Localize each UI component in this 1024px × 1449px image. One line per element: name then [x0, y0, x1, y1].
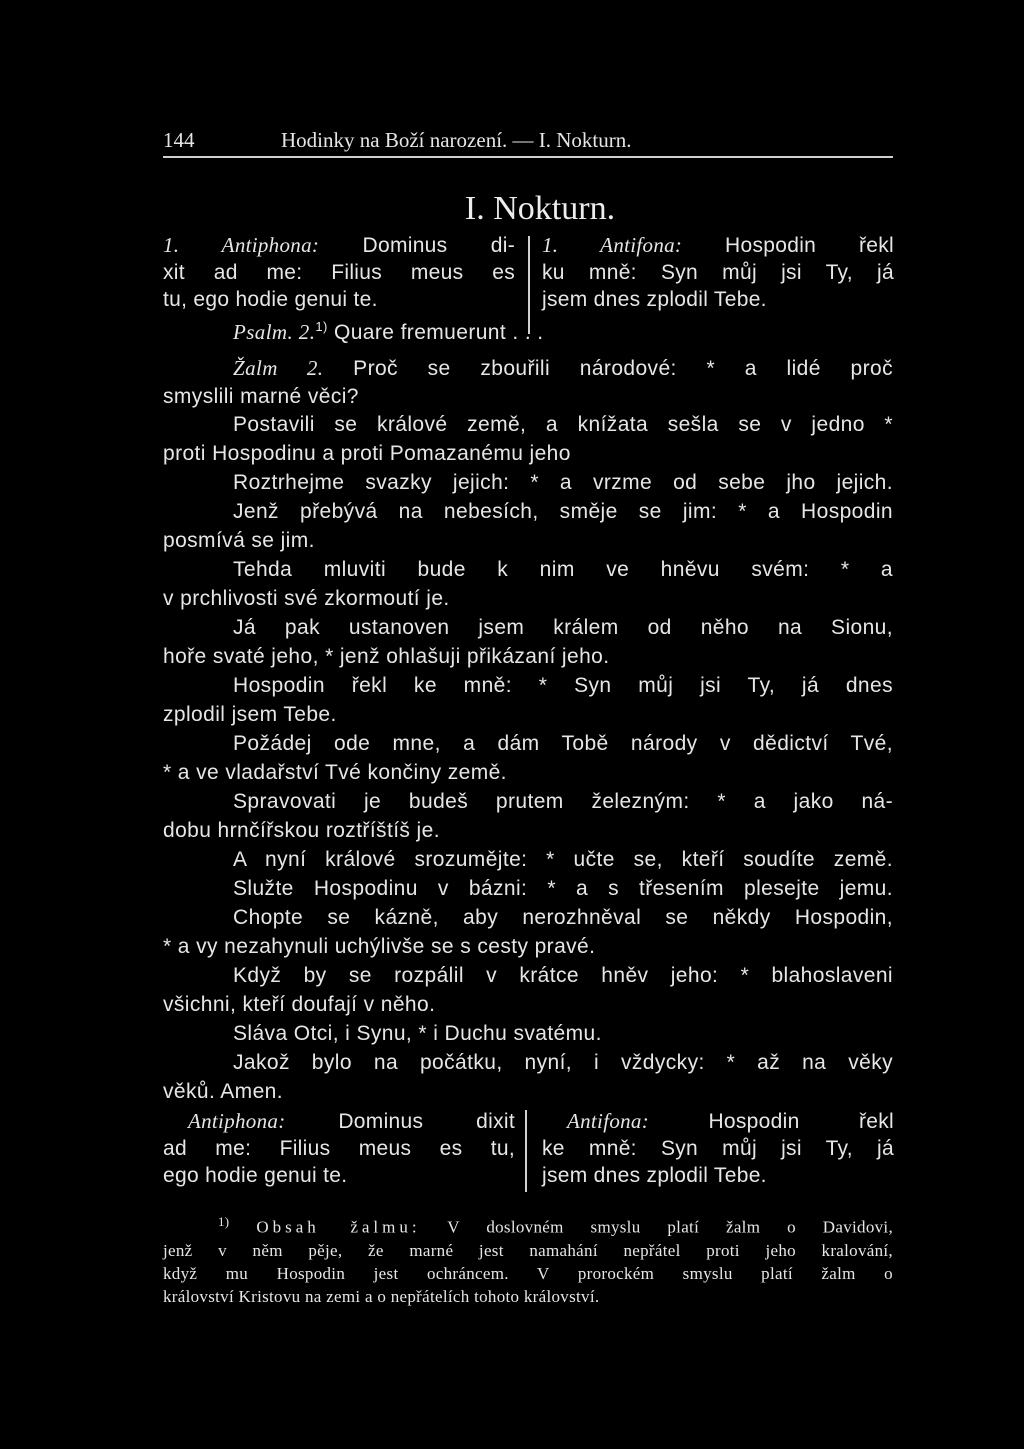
psalm-latin-heading: [178, 313, 893, 346]
footnote-line: království Kristovu na zemi a o nepřátelích tohoto království.: [163, 1286, 600, 1306]
verse-line: Jenž přebývá na nebesích, směje se jim: * a Hospodin: [233, 500, 893, 523]
verse-line: všichni, kteří doufají v něho.: [163, 993, 436, 1016]
verse-line: Tehda mluviti bude k nim ve hněvu svém: * a: [233, 558, 893, 581]
antiphon-bottom-latin-cont: [163, 1135, 515, 1189]
verse-line: Já pak ustanoven jsem králem od něho na Sionu,: [233, 616, 893, 639]
antiphon-top-czech: [542, 232, 894, 313]
verse-line: smyslili marné věci?: [163, 385, 359, 408]
antiphon-bottom-czech-cont: [542, 1135, 894, 1189]
antiphon-bottom-latin: [163, 1108, 515, 1135]
antiphon-bottom-latin-label: Antiphona:: [188, 1109, 286, 1133]
footnote-mark: 1): [315, 319, 328, 334]
antiphon-top-latin-label: 1. Antiphona:: [163, 233, 320, 257]
verse-line: Postavili se králové země, a knížata sešla se v jedno *: [233, 413, 893, 436]
verse-line: Chopte se kázně, aby nerozhněval se někdy Hospodin,: [233, 906, 893, 929]
verse-line: hoře svaté jeho, * jenž ohlašuji přikázaní jeho.: [163, 645, 610, 668]
antiphon-top-czech-line: Hospodin řekl: [725, 234, 894, 257]
footnote-line: když mu Hospodin jest ochráncem. V prorockém smyslu platí žalm o: [163, 1263, 893, 1283]
antiphon-top-latin-line: tu, ego hodie genui te.: [163, 288, 378, 311]
antiphon-bottom-czech-line: ke mně: Syn můj jsi Ty, já: [542, 1137, 894, 1160]
footnote-lead: Obsah žalmu:: [256, 1217, 421, 1237]
verse-line: v prchlivosti své zkormoutí je.: [163, 587, 450, 610]
antiphon-bottom-czech: [542, 1108, 894, 1135]
antiphon-top-czech-label: 1. Antifona:: [542, 233, 683, 257]
antiphon-bottom-czech-line: jsem dnes zplodil Tebe.: [542, 1164, 767, 1187]
antiphon-bottom-czech-line: Hospodin řekl: [708, 1110, 894, 1133]
footnote: [163, 1210, 893, 1308]
page-header: [163, 128, 893, 158]
antiphon-bottom-czech-label: Antifona:: [567, 1109, 650, 1133]
verse-line: Když by se rozpálil v krátce hněv jeho: * blahoslaveni: [233, 964, 893, 987]
verse-line: věků. Amen.: [163, 1080, 283, 1103]
antiphon-top-latin-line: xit ad me: Filius meus es: [163, 261, 515, 284]
footnote-mark: 1): [218, 1214, 230, 1229]
page-number: 144: [163, 128, 195, 152]
verse-line: * a vy nezahynuli uchýlivše se s cesty pravé.: [163, 935, 596, 958]
verse-line: posmívá se jim.: [163, 529, 315, 552]
verse-line: * a ve vladařství Tvé končiny země.: [163, 761, 507, 784]
verse-line: Jakož bylo na počátku, nyní, i vždycky: * až na věky: [233, 1051, 893, 1074]
verse-line: proti Hospodinu a proti Pomazanému jeho: [163, 442, 571, 465]
verse-line: zplodil jsem Tebe.: [163, 703, 337, 726]
antiphon-top-latin-line: Dominus di-: [362, 234, 516, 257]
section-title: I. Nokturn.: [464, 190, 616, 227]
psalm-czech-text: Proč se zbouřili národové: * a lidé proč: [353, 357, 893, 380]
verse-line: Sláva Otci, i Synu, * i Duchu svatému.: [233, 1022, 602, 1045]
psalm-czech-heading: [233, 355, 893, 382]
antiphon-top-czech-line: ku mně: Syn můj jsi Ty, já: [542, 261, 894, 284]
psalm-latin-text: Quare fremuerunt . . .: [333, 321, 544, 344]
antiphon-bottom-latin-line: ad me: Filius meus es tu,: [163, 1137, 515, 1160]
antiphon-top-czech-line: jsem dnes zplodil Tebe.: [542, 288, 767, 311]
verse-line: dobu hrnčířskou roztříštíš je.: [163, 819, 440, 842]
running-title: Hodinky na Boží narození. — I. Nokturn.: [281, 128, 632, 152]
verse-line: Požádej ode mne, a dám Tobě národy v dědictví Tvé,: [233, 732, 893, 755]
verse-line: Spravovati je budeš prutem železným: * a jako ná-: [233, 790, 893, 813]
verse-line: A nyní králové srozumějte: * učte se, kteří soudíte země.: [233, 848, 893, 871]
column-divider: [525, 1110, 527, 1192]
psalm-czech-label: Žalm 2.: [233, 356, 324, 380]
psalm-latin-label: Psalm. 2.: [233, 320, 316, 344]
header-rule: [163, 156, 893, 158]
footnote-line: jenž v něm pěje, že marné jest namahání nepřátel proti jeho kralování,: [163, 1240, 893, 1260]
antiphon-top-latin: [163, 232, 515, 313]
verse-line: Roztrhejme svazky jejich: * a vrzme od sebe jho jejich.: [233, 471, 893, 494]
antiphon-bottom-latin-line: ego hodie genui te.: [163, 1164, 348, 1187]
antiphon-bottom-latin-line: Dominus dixit: [338, 1110, 515, 1133]
verse-line: Služte Hospodinu v bázni: * a s třesením plesejte jemu.: [233, 877, 893, 900]
verse-line: Hospodin řekl ke mně: * Syn můj jsi Ty, já dnes: [233, 674, 893, 697]
footnote-line: V doslovném smyslu platí žalm o Davidovi,: [447, 1217, 893, 1237]
